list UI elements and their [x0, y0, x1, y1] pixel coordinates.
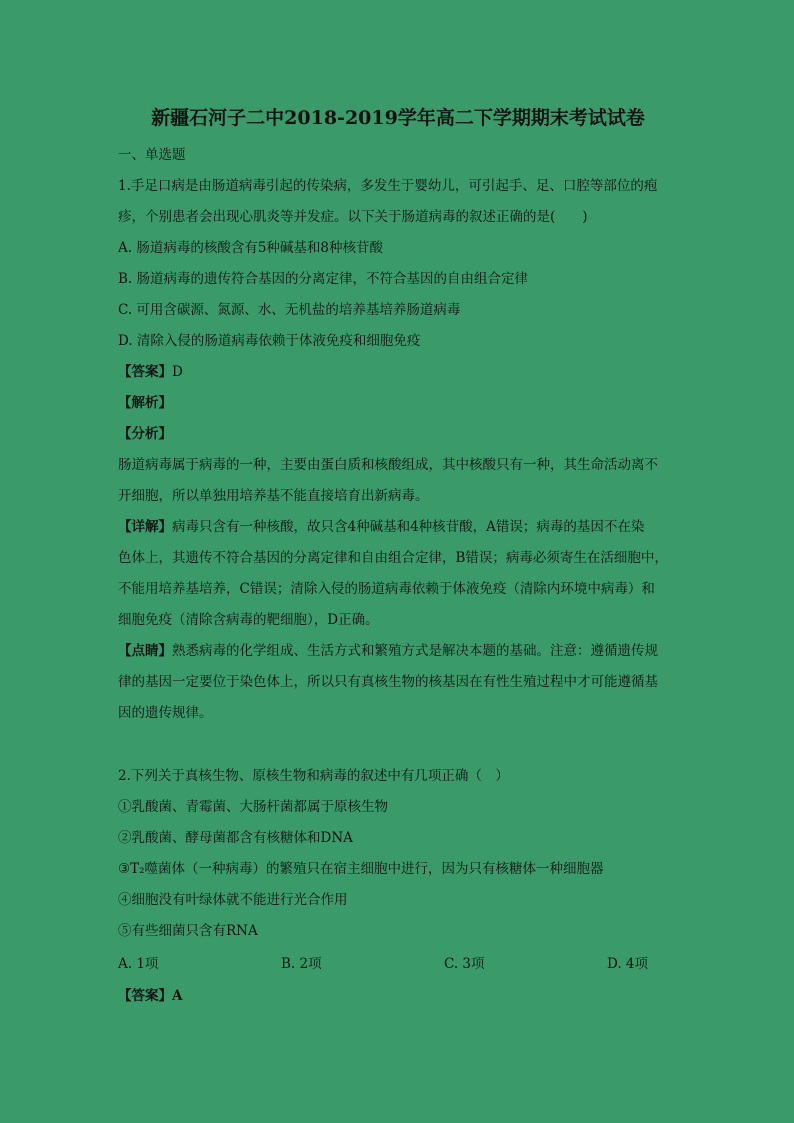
q1-stem-line-1: 1.手足口病是由肠道病毒引起的传染病，多发生于婴幼儿，可引起手、足、口腔等部位的疱 [118, 178, 658, 194]
q1-answer-value: D [172, 364, 183, 380]
q1-analysis-tag: 【解析】 [118, 395, 172, 411]
q1-answer-tag: 【答案】 [118, 364, 172, 380]
q1-option-d: D. 清除入侵的肠道病毒依赖于体液免疫和细胞免疫 [118, 333, 421, 349]
q1-detail-tag: 【详解】 [118, 519, 172, 535]
q1-option-b: B. 肠道病毒的遗传符合基因的分离定律，不符合基因的自由组合定律 [118, 271, 529, 287]
q2-item-2: ②乳酸菌、酵母菌都含有核糖体和DNA [118, 830, 353, 846]
q1-comment-line-2: 律的基因一定要位于染色体上，所以只有真核生物的核基因在有性生殖过程中才可能遵循基 [118, 674, 658, 690]
q2-stem: 2.下列关于真核生物、原核生物和病毒的叙述中有几项正确（ ） [118, 768, 509, 784]
q1-detail-line-2: 色体上，其遗传不符合基因的分离定律和自由组合定律，B错误；病毒必须寄生在活细胞中， [118, 550, 668, 566]
section-heading: 一、单选题 [118, 147, 186, 163]
document-title: 新疆石河子二中2018-2019学年高二下学期期末考试试卷 [151, 107, 645, 129]
q2-answer [118, 986, 182, 1006]
q2-option-a: A. 1项 [118, 956, 159, 972]
q2-option-d: D. 4项 [607, 956, 649, 972]
q1-answer [118, 362, 183, 382]
q1-stem-line-2: 疹，个别患者会出现心肌炎等并发症。以下关于肠道病毒的叙述正确的是( ) [118, 209, 588, 225]
q2-item-3: ③T₂噬菌体（一种病毒）的繁殖只在宿主细胞中进行，因为只有核糖体一种细胞器 [118, 861, 604, 877]
q1-fenxi-line-2: 开细胞，所以单独用培养基不能直接培育出新病毒。 [118, 488, 429, 504]
q1-fenxi-tag: 【分析】 [118, 426, 172, 442]
q1-detail-line-4: 细胞免疫（清除含病毒的靶细胞），D正确。 [118, 612, 379, 628]
q1-comment-tag: 【点睛】 [118, 643, 172, 659]
q1-fenxi-line-1: 肠道病毒属于病毒的一种，主要由蛋白质和核酸组成，其中核酸只有一种，其生命活动离不 [118, 457, 658, 473]
q1-detail-line-3: 不能用培养基培养，C错误；清除入侵的肠道病毒依赖于体液免疫（清除内环境中病毒）和 [118, 581, 655, 597]
q1-option-c: C. 可用含碳源、氮源、水、无机盐的培养基培养肠道病毒 [118, 302, 461, 318]
q1-comment-line-3: 因的遗传规律。 [118, 705, 213, 721]
q2-item-4: ④细胞没有叶绿体就不能进行光合作用 [118, 892, 348, 908]
q2-answer-value: A [172, 988, 183, 1004]
q1-option-a: A. 肠道病毒的核酸含有5种碱基和8种核苷酸 [118, 240, 384, 256]
q2-option-b: B. 2项 [281, 956, 322, 972]
q2-item-1: ①乳酸菌、青霉菌、大肠杆菌都属于原核生物 [118, 799, 388, 815]
q1-comment-line-1: 【点睛】熟悉病毒的化学组成、生活方式和繁殖方式是解决本题的基础。注意：遵循遗传规 [118, 643, 658, 659]
q2-answer-tag: 【答案】 [118, 988, 172, 1004]
q2-item-5: ⑤有些细菌只含有RNA [118, 923, 258, 939]
q1-detail-line-1: 【详解】病毒只含有一种核酸，故只含4种碱基和4种核苷酸，A错误；病毒的基因不在染 [118, 519, 645, 535]
q2-option-c: C. 3项 [444, 956, 485, 972]
